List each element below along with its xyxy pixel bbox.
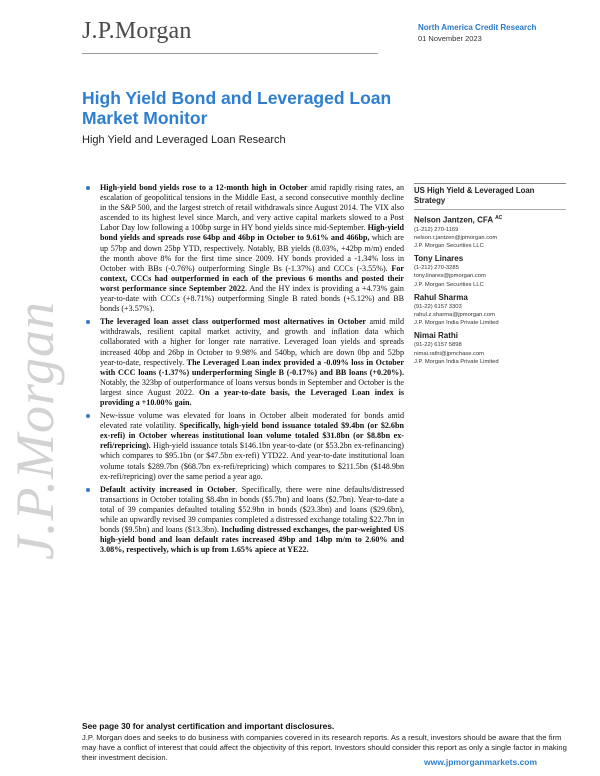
analyst-card <box>414 253 566 289</box>
analyst-sidebar <box>414 183 566 369</box>
analyst-email[interactable]: tony.linares@jpmorgan.com <box>414 273 486 280</box>
bullet-text: . Specifically, there were nine defaults/distressed transactions in October totaling $8.4bn in bonds ($5.7bn) and loans ($2.7bn). Year-to-date a total of 39 companies defaulted totaling $52.9bn in bonds ($23.3bn) and loans ($29.6bn), while an upwardly revised 39 companies completed a distressed exchange totaling $22.7bn in bonds ($9.5bn) and loans ($13.3bn). <box>100 484 405 535</box>
summary-bullets <box>86 183 404 558</box>
analyst-certification: AC <box>495 215 503 221</box>
analyst-name-row <box>414 253 566 264</box>
jpmorgan-watermark: J.P.Morgan <box>5 301 65 560</box>
analyst-phone: (1-212) 270-3285 <box>414 265 459 272</box>
summary-bullet <box>86 317 404 408</box>
analyst-firm: J.P. Morgan Securities LLC <box>414 281 484 288</box>
disclosure-title: See page 30 for analyst certification and important disclosures. <box>82 721 335 731</box>
analyst-name: Nelson Jantzen, CFA <box>414 215 493 225</box>
jpmorgan-logo: J.P.Morgan <box>82 18 192 44</box>
analyst-list <box>414 213 566 366</box>
summary-bullet <box>86 411 404 482</box>
analyst-name: Nimai Rathi <box>414 331 459 341</box>
bullet-text: And the HY index is providing a +4.73% gain year-to-date with CCCs (+8.71%) outperforming Single B rated bonds (+5.12%) and BB bonds (+3.57%). <box>100 283 404 314</box>
header-divider <box>82 53 378 54</box>
analyst-name: Tony Linares <box>414 254 464 264</box>
bullet-highlight: Specifically, high-yield bond issuance totaled $9.4bn (or $2.6bn ex-refi) in October whereas institutional loan volume totaled $31.8bn (or $8.8bn ex-refi/repricing). <box>100 421 404 451</box>
analyst-name: Rahul Sharma <box>414 292 468 302</box>
analyst-email[interactable]: nimai.rathi@jpmchase.com <box>414 350 484 357</box>
sidebar-rule <box>414 209 566 210</box>
bullet-highlight: On a year-to-date basis, the Leveraged Loan index is providing a +10.00% gain. <box>100 387 404 407</box>
analyst-email[interactable]: nelson.r.jantzen@jpmorgan.com <box>414 234 498 241</box>
analyst-name-row <box>414 213 566 226</box>
header-meta <box>418 23 536 44</box>
bullet-highlight: For context, CCCs had outperformed in each of the previous 6 months and posted their worst performance since September 2022. <box>100 263 404 293</box>
analyst-name-row <box>414 330 566 341</box>
bullet-dot-icon <box>86 488 90 492</box>
analyst-phone: (1-212) 270-1169 <box>414 226 459 233</box>
report-title: High Yield Bond and Leveraged Loan Market Monitor <box>82 88 392 128</box>
bullet-highlight: Default activity increased in October <box>100 484 236 494</box>
summary-bullet <box>86 485 404 556</box>
report-subtitle: High Yield and Leveraged Loan Research <box>82 134 286 146</box>
bullet-text: Notably, the 323bp of outperformance of loans versus bonds in September and October is the largest since August 2022. <box>100 377 404 397</box>
bullet-text: amid rapidly rising rates, an escalation of geopolitical tensions in the Middle East, a second consecutive monthly decline in the S&P 500, and the largest stretch of retail withdrawals since August 2014. The VIX also ascended to its highest level since March, and very active capital markets slowed to a Post Labor Day low following a 100bp surge in HY bond yields since mid-September. <box>100 183 405 233</box>
summary-bullet <box>86 183 404 314</box>
disclosure-text: J.P. Morgan does and seeks to do business with companies covered in its research reports. As a result, investors should be aware that the firm may have a conflict of interest that could affect the objectivity of this report. Investors should consider this report as only a single factor in making their investment decision. <box>82 733 567 762</box>
analyst-name-row <box>414 292 566 303</box>
bullet-highlight: The Leveraged Loan index provided a -0.09% loss in October with CCC loans (-1.37%) underperforming Single B (-0.17%) and BB loans (+0.20%). <box>100 357 404 377</box>
bullet-dot-icon <box>86 186 90 190</box>
team-title: US High Yield & Leveraged Loan Strategy <box>414 186 535 205</box>
bullet-dot-icon <box>86 414 90 418</box>
bullet-text: New-issue volume was elevated for loans in October albeit moderated for bonds amid elevated rate volatility. <box>100 411 404 431</box>
analyst-firm: J.P. Morgan India Private Limited <box>414 358 499 365</box>
website-link[interactable]: www.jpmorganmarkets.com <box>424 757 538 767</box>
analyst-email[interactable]: rahul.z.sharma@jpmorgan.com <box>414 312 495 319</box>
bullet-highlight: High-yield bond yields and spreads rose 64bp and 46bp in October to 9.61% and 466bp, <box>100 223 404 243</box>
analyst-card <box>414 213 566 250</box>
analyst-phone: (91-22) 6157 3303 <box>414 303 462 310</box>
analyst-firm: J.P. Morgan India Private Limited <box>414 320 499 327</box>
analyst-phone: (91-22) 6157 5898 <box>414 342 462 349</box>
bullet-text: amid mild withdrawals, resilient capital market activity, and growth and inflation data which collaborated with a higher for longer rate narrative. Leveraged loan yields and spreads increased 40bp and 26bp in October to 9.98% and 540bp, which are down 0bp and 52bp year-to-date, respectively. <box>100 317 405 367</box>
bullet-dot-icon <box>86 320 90 324</box>
analyst-card <box>414 330 566 366</box>
report-date: 01 November 2023 <box>418 34 482 43</box>
analyst-card <box>414 292 566 328</box>
bullet-highlight: Including distressed exchanges, the par-weighted US high-yield bond and loan default rates increased 49bp and 14bp m/m to 2.60% and 3.08%, respectively, which is up from 1.65% apiece at YE22. <box>100 525 404 555</box>
department-label: North America Credit Research <box>418 23 537 32</box>
analyst-firm: J.P. Morgan Securities LLC <box>414 243 484 250</box>
sidebar-top-rule <box>414 183 566 184</box>
bullet-highlight: High-yield bond yields rose to a 12-month high in October <box>100 183 308 192</box>
bullet-highlight: The leveraged loan asset class outperformed most alternatives in October <box>100 317 367 327</box>
bullet-text: High-yield issuance totals $146.1bn year-to-date (or $53.2bn ex-refinancing) which compares to $95.1bn (or $47.5bn ex-refi) YTD22. And year-to-date institutional loan volume totals $289.7bn ($68.7bn ex-refi/repricing) which compares to $211.5bn ($148.9bn ex-refi/repricing) over the same period a year ago. <box>100 441 404 481</box>
bullet-text: which are up 57bp and down 25bp YTD, respectively. Notably, BB yields (8.03%, +42bp m/m) ended the month above 8% for the first time since 2009. HY bonds provided a -1.34% loss in October with BBs (-0.76%) outperforming Single Bs (-1.37%) and CCCs (-3.55%). <box>100 233 404 273</box>
